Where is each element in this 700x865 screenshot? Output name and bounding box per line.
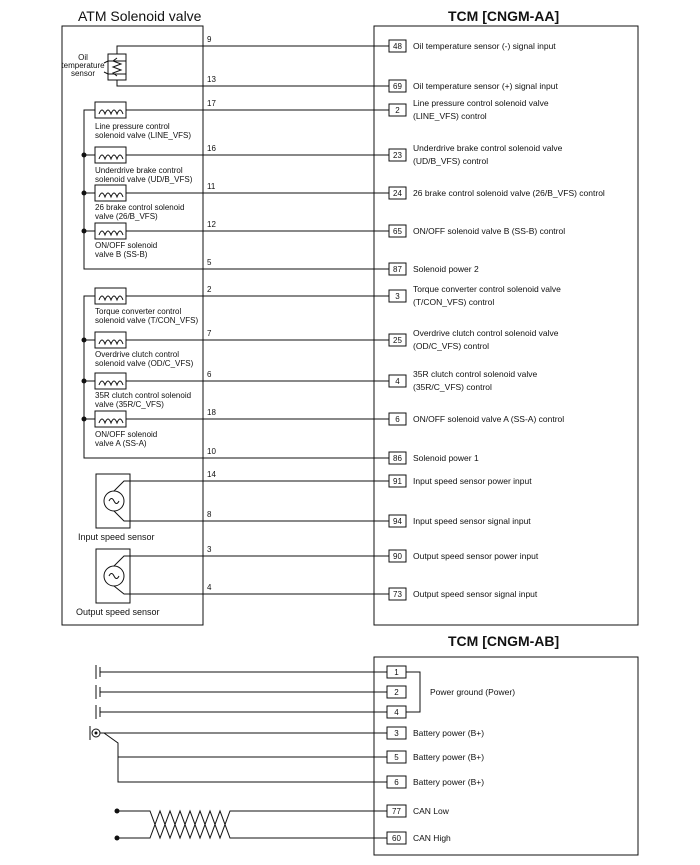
wire-5-pin-87 <box>204 258 479 275</box>
solenoid-label-line: solenoid valve (T/CON_VFS) <box>95 316 199 325</box>
pin-description: (UD/B_VFS) control <box>413 156 489 166</box>
tcm-ab-connections <box>387 666 515 844</box>
tcm-aa-title: TCM [CNGM-AA] <box>448 8 560 24</box>
pin-description: ON/OFF solenoid valve B (SS-B) control <box>413 226 566 236</box>
wire-18-pin-6 <box>204 408 564 425</box>
solenoid-label-line: solenoid valve (OD/C_VFS) <box>95 359 194 368</box>
pin-description: Line pressure control solenoid valve <box>413 98 549 108</box>
wire-7-pin-25 <box>204 328 559 351</box>
wire-6-pin-4 <box>204 369 538 392</box>
pin-number: 23 <box>393 151 402 160</box>
pin-number: 90 <box>393 552 402 561</box>
pin-description: Solenoid power 1 <box>413 453 479 463</box>
pin-number: 87 <box>393 265 402 274</box>
wire-number: 14 <box>207 470 216 479</box>
solenoid-valve-1 <box>95 102 204 140</box>
wire-number: 8 <box>207 510 212 519</box>
pin-description: Solenoid power 2 <box>413 264 479 274</box>
wire-number: 9 <box>207 35 212 44</box>
solenoid-label-line: ON/OFF solenoid <box>95 430 158 439</box>
pin-number: 25 <box>393 336 402 345</box>
pin-description: (OD/C_VFS) control <box>413 341 490 351</box>
pin-2 <box>387 686 515 698</box>
wire-number: 6 <box>207 370 212 379</box>
wire-number: 13 <box>207 75 216 84</box>
pin-description: CAN Low <box>413 806 449 816</box>
wire-number: 17 <box>207 99 216 108</box>
solenoid-label-line: valve B (SS-B) <box>95 250 148 259</box>
pin-description: Output speed sensor signal input <box>413 589 538 599</box>
coil-icon <box>95 332 126 348</box>
pin-6 <box>387 776 484 788</box>
pin-number: 2 <box>395 106 400 115</box>
pin-number: 6 <box>395 415 400 424</box>
oil-sensor-label-2: temperature <box>61 61 105 70</box>
pin-60 <box>387 832 451 844</box>
pin-description: 26 brake control solenoid valve (26/B_VFS) control <box>413 188 605 198</box>
pin-number: 3 <box>394 729 399 738</box>
pin-number: 65 <box>393 227 402 236</box>
solenoid-label-line: valve (35R/C_VFS) <box>95 400 164 409</box>
wire-number: 2 <box>207 285 212 294</box>
pin-number: 1 <box>394 668 399 677</box>
wire-16-pin-23 <box>204 143 563 166</box>
solenoid-valve-2 <box>95 147 204 184</box>
battery-feed <box>90 726 387 782</box>
pin-description: Battery power (B+) <box>413 777 485 787</box>
wire-14-pin-91 <box>204 470 532 487</box>
solenoid-label-line: Torque converter control <box>95 307 182 316</box>
solenoid-label-line: valve A (SS-A) <box>95 439 147 448</box>
wire-number: 11 <box>207 182 216 191</box>
wire-number: 10 <box>207 447 216 456</box>
pin-number: 4 <box>395 377 400 386</box>
pin-number: 94 <box>393 517 402 526</box>
pin-number: 6 <box>394 778 399 787</box>
wire-number: 4 <box>207 583 212 592</box>
pin-number: 5 <box>394 753 399 762</box>
pin-1 <box>387 666 406 678</box>
coil-icon <box>95 185 126 201</box>
pin-description: (LINE_VFS) control <box>413 111 487 121</box>
wire-9-pin-48 <box>204 35 556 52</box>
wire-number: 18 <box>207 408 216 417</box>
coil-icon <box>95 373 126 389</box>
pin-number: 3 <box>395 292 400 301</box>
pin-number: 60 <box>392 834 401 843</box>
pin-number: 77 <box>392 807 401 816</box>
pin-description: Underdrive brake control solenoid valve <box>413 143 563 153</box>
pin-description: (T/CON_VFS) control <box>413 297 495 307</box>
pin-number: 69 <box>393 82 402 91</box>
pin-description: Oil temperature sensor (-) signal input <box>413 41 556 51</box>
power-ground-bracket <box>406 672 420 712</box>
solenoid-label-line: 35R clutch control solenoid <box>95 391 192 400</box>
wire-11-pin-24 <box>204 182 605 199</box>
input-speed-sensor-label: Input speed sensor <box>78 532 155 542</box>
pin-number: 86 <box>393 454 402 463</box>
oil-temperature-sensor <box>61 46 204 86</box>
wire-3-pin-90 <box>204 545 539 562</box>
wire-number: 7 <box>207 329 212 338</box>
coil-icon <box>95 411 126 427</box>
wire-12-pin-65 <box>204 220 565 237</box>
pin-4 <box>387 706 406 718</box>
solenoid-valves <box>95 102 204 448</box>
pin-description: Battery power (B+) <box>413 752 485 762</box>
ground-icon <box>96 685 387 699</box>
wire-4-pin-73 <box>204 583 538 600</box>
pin-description: Input speed sensor power input <box>413 476 532 486</box>
oil-sensor-label-3: sensor <box>70 69 96 78</box>
coil-icon <box>95 223 126 239</box>
pin-description: 35R clutch control solenoid valve <box>413 369 538 379</box>
solenoid-label-line: 26 brake control solenoid <box>95 203 185 212</box>
coil-icon <box>95 147 126 163</box>
wire-number: 3 <box>207 545 212 554</box>
atm-solenoid-title: ATM Solenoid valve <box>78 8 202 24</box>
wire-2-pin-3 <box>204 284 561 307</box>
input-speed-sensor <box>78 474 204 542</box>
wire-10-pin-86 <box>204 447 479 464</box>
solenoid-valve-6 <box>95 332 204 368</box>
solenoid-label-line: solenoid valve (LINE_VFS) <box>95 131 192 140</box>
pin-description: Power ground (Power) <box>430 687 516 697</box>
pin-number: 24 <box>393 189 402 198</box>
solenoid-label-line: valve (26/B_VFS) <box>95 212 158 221</box>
coil-icon <box>95 102 126 118</box>
solenoid-label-line: Line pressure control <box>95 122 170 131</box>
tcm-aa-connections <box>204 35 605 600</box>
solenoid-label-line: Overdrive clutch control <box>95 350 180 359</box>
pin-description: ON/OFF solenoid valve A (SS-A) control <box>413 414 565 424</box>
solenoid-valve-8 <box>95 411 204 448</box>
output-speed-sensor <box>76 549 204 617</box>
wire-8-pin-94 <box>204 510 531 527</box>
solenoid-label-line: ON/OFF solenoid <box>95 241 158 250</box>
pin-number: 2 <box>394 688 399 697</box>
pin-number: 48 <box>393 42 402 51</box>
coil-icon <box>95 288 126 304</box>
solenoid-label-line: Underdrive brake control <box>95 166 183 175</box>
ground-icon <box>96 665 387 679</box>
pin-number: 91 <box>393 477 402 486</box>
ground-icon <box>96 705 387 719</box>
output-speed-sensor-label: Output speed sensor <box>76 607 160 617</box>
pin-description: Input speed sensor signal input <box>413 516 531 526</box>
pin-description: Oil temperature sensor (+) signal input <box>413 81 558 91</box>
pin-description: Battery power (B+) <box>413 728 485 738</box>
solenoid-label-line: solenoid valve (UD/B_VFS) <box>95 175 193 184</box>
wire-number: 12 <box>207 220 216 229</box>
wire-number: 5 <box>207 258 212 267</box>
pin-description: Output speed sensor power input <box>413 551 539 561</box>
wire-13-pin-69 <box>204 75 558 92</box>
pin-number: 4 <box>394 708 399 717</box>
solenoid-valve-7 <box>95 373 204 409</box>
solenoid-valve-5 <box>95 288 204 325</box>
pin-description: Overdrive clutch control solenoid valve <box>413 328 559 338</box>
oil-sensor-label-1: Oil <box>78 53 88 62</box>
ground-symbols <box>96 665 387 719</box>
pin-5 <box>387 751 484 763</box>
solenoid-valve-4 <box>95 223 204 259</box>
pin-description: Torque converter control solenoid valve <box>413 284 561 294</box>
pin-number: 73 <box>393 590 402 599</box>
wire-number: 16 <box>207 144 216 153</box>
pin-description: (35R/C_VFS) control <box>413 382 492 392</box>
can-bus <box>115 809 388 841</box>
solenoid-valve-3 <box>95 185 204 221</box>
tcm-ab-title: TCM [CNGM-AB] <box>448 633 560 649</box>
pin-77 <box>387 805 450 817</box>
pin-3 <box>387 727 484 739</box>
pin-description: CAN High <box>413 833 451 843</box>
wire-17-pin-2 <box>204 98 549 121</box>
